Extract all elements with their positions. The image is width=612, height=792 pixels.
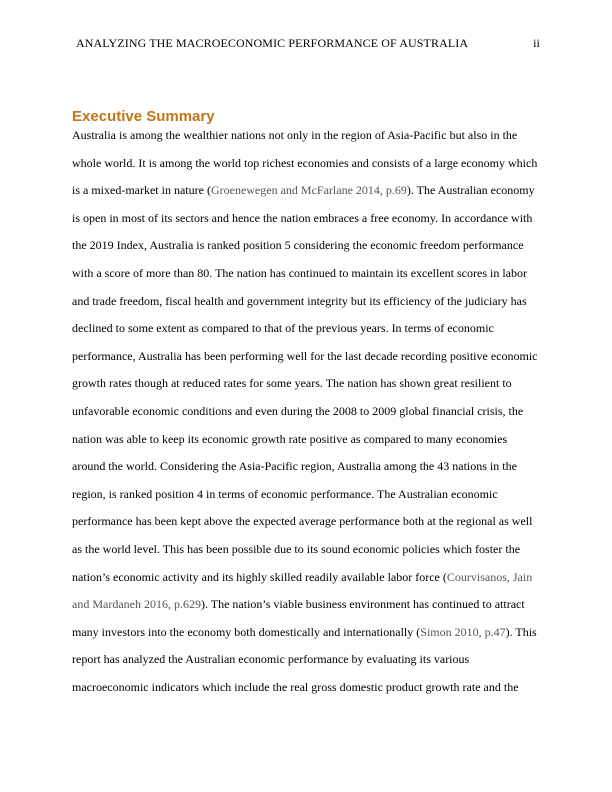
paragraph-line	[72, 207, 540, 235]
paragraph-line	[72, 179, 540, 207]
text-run: whole world. It is among the world top richest economies and consists of a large economy which	[72, 155, 538, 170]
paragraph-line	[72, 290, 540, 318]
text-run: around the world. Considering the Asia-Pacific region, Australia among the 43 nations in the	[72, 459, 517, 474]
citation: Courvisanos, Jain	[446, 569, 533, 584]
text-run: many investors into the economy both domestically and internationally (	[72, 624, 421, 639]
text-run: ). This	[505, 624, 537, 639]
paragraph-line	[72, 262, 540, 290]
paragraph-line	[72, 621, 540, 649]
paragraph-line	[72, 124, 540, 152]
paragraph-line	[72, 566, 540, 594]
text-run: and trade freedom, fiscal health and government integrity but its efficiency of the judiciary has	[72, 293, 527, 308]
text-run: is a mixed-market in nature (	[72, 183, 211, 198]
paragraph-line	[72, 483, 540, 511]
paragraph-line	[72, 510, 540, 538]
text-run: declined to some extent as compared to that of the previous years. In terms of economic	[72, 321, 494, 336]
text-run: report has analyzed the Australian economic performance by evaluating its various	[72, 652, 470, 667]
text-run: Australia is among the wealthier nations not only in the region of Asia-Pacific but also in the	[72, 128, 518, 142]
paragraph-line	[72, 234, 540, 262]
paragraph-line	[72, 455, 540, 483]
text-run: nation was able to keep its economic growth rate positive as compared to many economies	[72, 431, 508, 446]
text-run: with a score of more than 80. The nation has continued to maintain its excellent scores in labor	[72, 265, 527, 280]
text-run: as the world level. This has been possible due to its sound economic policies which foster the	[72, 541, 521, 556]
text-run: growth rates though at reduced rates for some years. The nation has shown great resilient to	[72, 376, 512, 391]
text-run: performance has been kept above the expected average performance both at the regional as well	[72, 514, 533, 529]
paragraph-line	[72, 538, 540, 566]
paragraph-line	[72, 152, 540, 180]
text-run: unfavorable economic conditions and even during the 2008 to 2009 global financial crisis, the	[72, 403, 524, 418]
text-run: nation’s economic activity and its highly skilled readily available labor force (	[72, 569, 447, 584]
citation: and Mardaneh 2016, p.629	[72, 597, 201, 612]
paragraph-line	[72, 400, 540, 428]
paragraph-line	[72, 428, 540, 456]
text-run: performance, Australia has been performing well for the last decade recording positive economic	[72, 348, 538, 363]
body-paragraph	[72, 124, 540, 703]
running-header-title: ANALYZING THE MACROECONOMIC PERFORMANCE OF AUSTRALIA	[76, 36, 469, 50]
paragraph-line	[72, 648, 540, 676]
text-run: region, is ranked position 4 in terms of economic performance. The Australian economic	[72, 486, 498, 501]
paragraph-line	[72, 676, 540, 704]
paragraph-line	[72, 317, 540, 345]
text-run: the 2019 Index, Australia is ranked position 5 considering the economic freedom performance	[72, 238, 524, 253]
citation: Simon 2010, p.47	[420, 624, 506, 639]
text-run: macroeconomic indicators which include the real gross domestic product growth rate and the	[72, 679, 519, 694]
page-number: ii	[533, 36, 540, 50]
paragraph-line	[72, 345, 540, 373]
section-heading: Executive Summary	[72, 108, 215, 125]
text-run: is open in most of its sectors and hence the nation embraces a free economy. In accordance with	[72, 210, 533, 225]
citation: Groenewegen and McFarlane 2014, p.69	[210, 183, 407, 198]
text-run: ). The nation’s viable business environment has continued to attract	[200, 597, 525, 612]
paragraph-line	[72, 372, 540, 400]
paragraph-line	[72, 593, 540, 621]
text-run: ). The Australian economy	[406, 183, 535, 198]
